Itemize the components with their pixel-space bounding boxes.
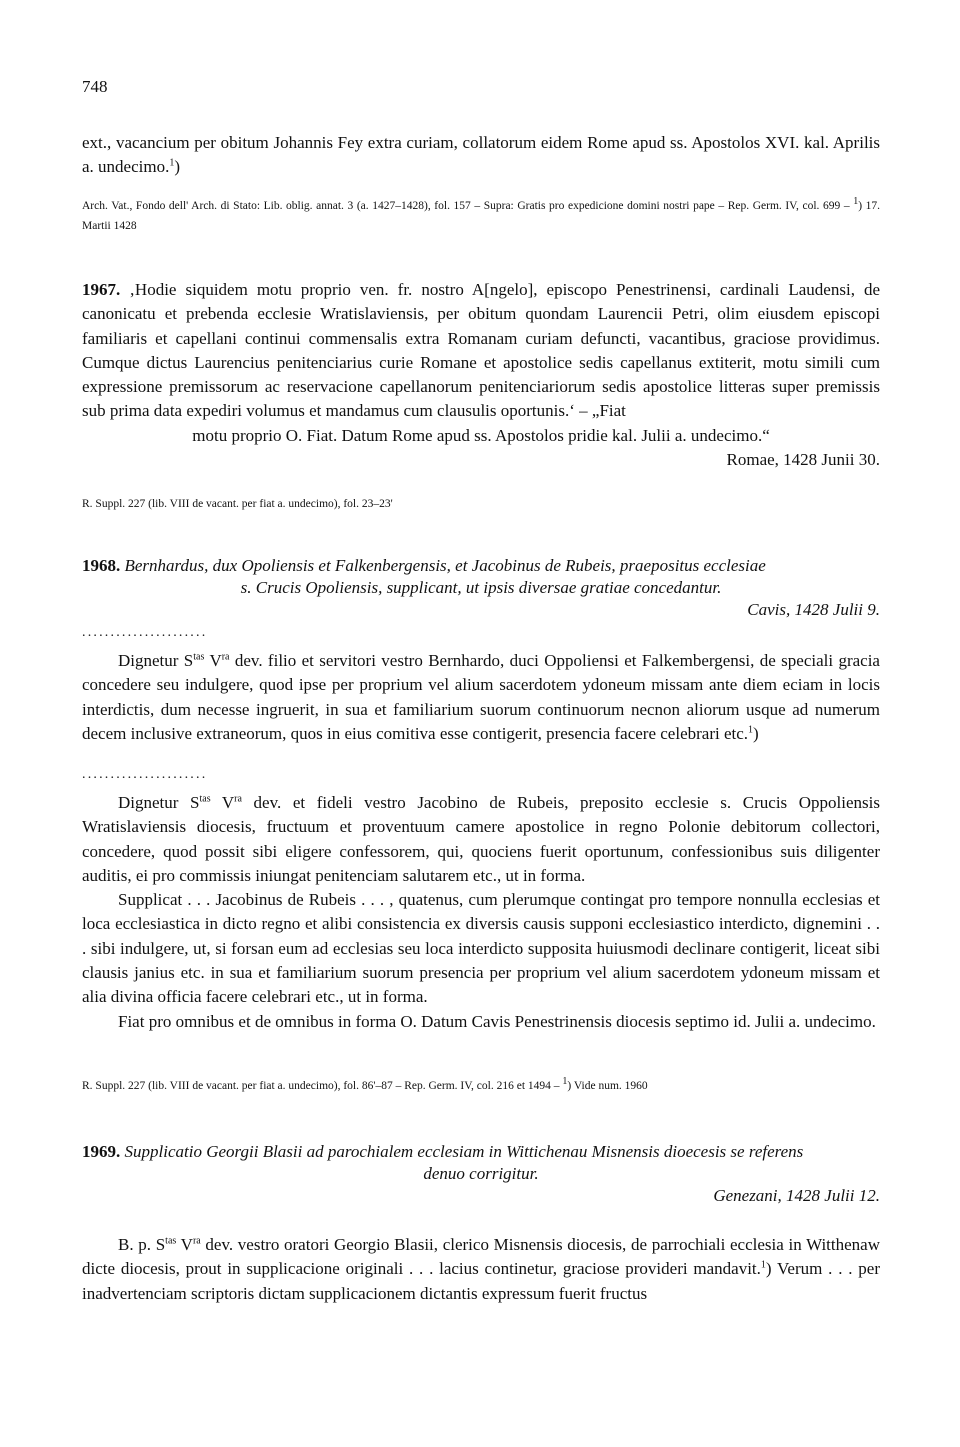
entry-date: Romae, 1428 Junii 30. — [726, 450, 880, 470]
entry-title: Supplicatio Georgii Blasii ad parochialem ecclesiam in Wittichenau Misnensis dioecesis se referens — [120, 1142, 804, 1161]
source-note-1967 — [82, 494, 880, 514]
footnote-mark: 1 — [169, 157, 175, 169]
source-note-text: R. Suppl. 227 (lib. VIII de vacant. per fiat a. undecimo), fol. 86'–87 – Rep. Germ. IV, col. 216 et 1494 – — [82, 1080, 563, 1092]
omission-dots: ...................... — [82, 767, 208, 782]
carryover-body: ext., vacancium per obitum Johannis Fey extra curiam, collatorum eidem Rome apud ss. Apostolos XVI. kal. Aprilis a. undecimo. — [82, 133, 880, 177]
text-run: dev. vestro oratori Georgio Blasii, clerico Misnensis diocesis, de parrochiali ecclesia in Witthenaw dicte diocesis, prout in supplicacione originali . . . lacius continetur, graciose provideri mandavit. — [82, 1235, 880, 1279]
entry-1969-heading — [82, 1141, 880, 1207]
entry-title: Bernhardus, dux Opoliensis et Falkenbergensis, et Jacobinus de Rubeis, praepositus ecclesiae — [120, 556, 766, 575]
entry-center-line: motu proprio O. Fiat. Datum Rome apud ss. Apostolos pridie kal. Julii a. undecimo.“ — [192, 425, 770, 445]
entry-body: ‚Hodie siquidem motu proprio ven. fr. nostro A[ngelo], episcopo Penestrinensi, cardinali Laudensi, de canonicatu et prebenda ecclesie Wratislaviensis, per obitum quondam Laurencii Petri, olim eiusdem episcopi familiaris et capellani continui commensalis extra Romanam curiam defuncti, vacantibus, graciose providimus. Cumque dictus Laurencius penitenciarius curie Romane et apostolice sedis capellanus extiterit, motu simili cum expressione premissorum ac reservacione capellanorum penitenciariorum sedis apostolice litteras super premissis sub prima data expediri volumus et mandamus cum clausulis oportunis.‘ – „Fiat — [82, 280, 880, 421]
source-note-top — [82, 196, 880, 236]
text-run: ) Verum . . . per inadvertenciam scriptoris dictam supplicacionem dictantis expressum fuerit fructus — [82, 1259, 880, 1303]
text-run: dev. filio et servitori vestro Bernhardo, duci Oppoliensi et Falkembergensi, de speciali gracia concedere seu indulgere, quod ipse per proprium vel alium sacerdotem ydoneum missam ante diem eciam in locis interdictis, dum necesse ingruerit, in sua et familiarium suorum continuorum necnon aliorum usque ad numerum decem inclusive extraneorum, quos in eius comitiva esse contigerit, presencia facere celebrari etc. — [82, 651, 880, 743]
superscript: ra — [192, 1235, 201, 1247]
footnote-text: ) 17. Martii 1428 — [82, 200, 880, 232]
source-note-text: Arch. Vat., Fondo dell' Arch. di Stato: Lib. oblig. annat. 3 (a. 1427–1428), fol. 157 – Supra: Gratis pro expedicione domini nostri pape – Rep. Germ. IV, col. 699 – — [82, 200, 854, 212]
text-run: Dignetur S — [118, 651, 194, 670]
entry-1967 — [82, 278, 880, 472]
entry-number: 1969. — [82, 1142, 121, 1161]
entry-para: Supplicat . . . Jacobinus de Rubeis . . . , quatenus, cum plerumque contingat pro tempore nonnulla ecclesias et loca ecclesiastica in dicto regno et alibi consistencia ex diversis causis supponi ecclesiastico interdicto, dignemini . . . sibi indulgere, ut, si forsan eum ad ecclesias seu loca interdicto supposita huiusmodi declinare contigerit, liceat sibi clausis janius etc. in sua et familiarium suorum presencia per proprium vel alium sacerdotem ydoneum missam et alia divina officia facere celebrari etc., ut in forma. — [82, 890, 880, 1007]
text-run: V — [210, 793, 235, 812]
source-note-text: R. Suppl. 227 (lib. VIII de vacant. per fiat a. undecimo), fol. 23–23' — [82, 498, 393, 510]
superscript: tas — [193, 651, 205, 663]
footnote-mark: 1 — [760, 1259, 766, 1271]
text-run: dev. et fideli vestro Jacobino de Rubeis, preposito ecclesie s. Crucis Oppoliensis Wratislaviensis diocesis, fructuum et proventuum camere apostolice in regno Polonie debitorum collectori, concedere, quod possit sibi eligere confessorem, qui, quociens fuerit oportunum, confessionibus suis diligenter auditis, ei pro commissis iniungat penitenciam salutarem etc., ut in forma. — [82, 793, 880, 885]
superscript: tas — [165, 1235, 177, 1247]
entry-1968-para-1 — [82, 649, 880, 746]
omission-dots: ...................... — [82, 625, 208, 640]
entry-1968-para-2 — [82, 791, 880, 1034]
text-run: V — [176, 1235, 193, 1254]
entry-date: Genezani, 1428 Julii 12. — [713, 1186, 880, 1205]
entry-title-line-2: denuo corrigitur. — [423, 1164, 539, 1183]
superscript: ra — [234, 793, 242, 805]
page-number: 748 — [82, 77, 108, 96]
entry-date: Cavis, 1428 Julii 9. — [747, 600, 880, 619]
footnote-mark: 1 — [853, 196, 859, 208]
text-run: B. p. S — [118, 1235, 166, 1254]
entry-para: Fiat pro omnibus et de omnibus in forma O. Datum Cavis Penestrinensis diocesis septimo id. Julii a. undecimo. — [118, 1011, 876, 1031]
source-note-1968 — [82, 1076, 880, 1096]
footnote-mark: 1 — [748, 724, 754, 736]
carryover-text — [82, 131, 880, 180]
entry-number: 1967. — [82, 280, 121, 299]
entry-1969-para-1 — [82, 1233, 880, 1306]
entry-title-line-2: s. Crucis Opoliensis, supplicant, ut ipsis diversae gratiae concedantur. — [240, 578, 722, 597]
superscript: tas — [199, 793, 211, 805]
text-run: ) — [753, 723, 759, 743]
text-run: V — [204, 651, 222, 670]
superscript: ra — [221, 651, 230, 663]
footnote-text: ) Vide num. 1960 — [567, 1080, 648, 1092]
entry-number: 1968. — [82, 556, 121, 575]
text-run: Dignetur S — [118, 793, 200, 812]
carryover-end: ) — [174, 157, 181, 177]
entry-1968-heading — [82, 555, 880, 621]
footnote-mark: 1 — [562, 1076, 568, 1088]
